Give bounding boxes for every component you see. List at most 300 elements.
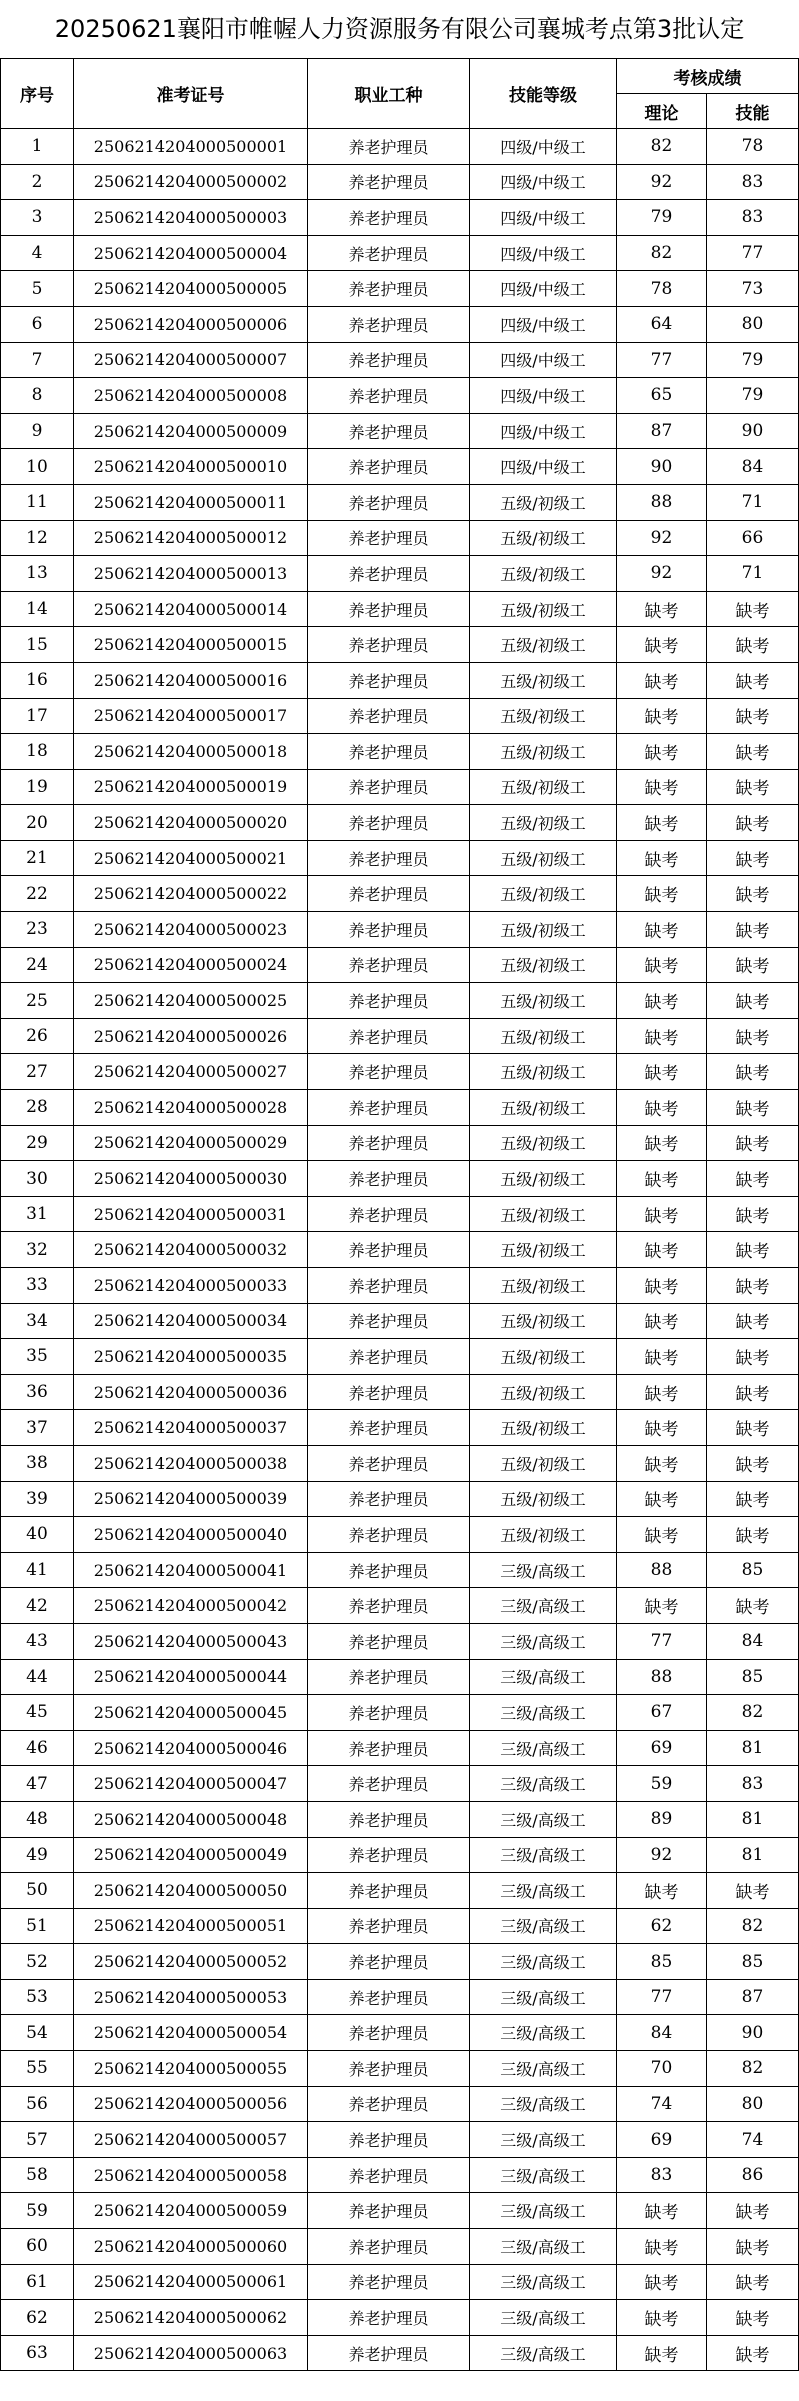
cell-seq: 55: [1, 2051, 74, 2087]
cell-level: 五级/初级工: [470, 734, 617, 770]
cell-level: 三级/高级工: [470, 1766, 617, 1802]
cell-exam-id: 2506214204000500049: [74, 1837, 308, 1873]
cell-occupation: 养老护理员: [308, 698, 470, 734]
cell-skill: 缺考: [707, 1445, 799, 1481]
cell-occupation: 养老护理员: [308, 1161, 470, 1197]
cell-level: 四级/中级工: [470, 342, 617, 378]
cell-theory: 缺考: [617, 805, 707, 841]
cell-theory: 缺考: [617, 1339, 707, 1375]
cell-level: 三级/高级工: [470, 2193, 617, 2229]
cell-seq: 11: [1, 484, 74, 520]
cell-exam-id: 2506214204000500030: [74, 1161, 308, 1197]
cell-theory: 82: [617, 235, 707, 271]
cell-skill: 缺考: [707, 769, 799, 805]
table-row: [1, 947, 799, 983]
table-row: [1, 1018, 799, 1054]
cell-exam-id: 2506214204000500055: [74, 2051, 308, 2087]
cell-exam-id: 2506214204000500011: [74, 484, 308, 520]
cell-theory: 缺考: [617, 662, 707, 698]
cell-occupation: 养老护理员: [308, 2335, 470, 2371]
cell-skill: 缺考: [707, 1410, 799, 1446]
cell-skill: 74: [707, 2122, 799, 2158]
cell-skill: 83: [707, 164, 799, 200]
cell-theory: 70: [617, 2051, 707, 2087]
cell-exam-id: 2506214204000500015: [74, 627, 308, 663]
table-row: [1, 2264, 799, 2300]
cell-theory: 缺考: [617, 1303, 707, 1339]
cell-theory: 82: [617, 129, 707, 165]
table-row: [1, 840, 799, 876]
table-row: [1, 983, 799, 1019]
table-row: [1, 1979, 799, 2015]
cell-skill: 缺考: [707, 1196, 799, 1232]
cell-seq: 61: [1, 2264, 74, 2300]
cell-occupation: 养老护理员: [308, 342, 470, 378]
cell-occupation: 养老护理员: [308, 1837, 470, 1873]
cell-seq: 27: [1, 1054, 74, 1090]
cell-theory: 92: [617, 520, 707, 556]
cell-exam-id: 2506214204000500058: [74, 2157, 308, 2193]
cell-exam-id: 2506214204000500035: [74, 1339, 308, 1375]
cell-seq: 33: [1, 1268, 74, 1304]
cell-occupation: 养老护理员: [308, 1125, 470, 1161]
header-occupation: 职业工种: [308, 59, 470, 129]
cell-seq: 38: [1, 1445, 74, 1481]
cell-exam-id: 2506214204000500062: [74, 2300, 308, 2336]
table-row: [1, 1054, 799, 1090]
table-row: [1, 2300, 799, 2336]
cell-theory: 缺考: [617, 591, 707, 627]
cell-occupation: 养老护理员: [308, 2193, 470, 2229]
cell-theory: 69: [617, 1730, 707, 1766]
cell-seq: 56: [1, 2086, 74, 2122]
cell-exam-id: 2506214204000500029: [74, 1125, 308, 1161]
cell-seq: 41: [1, 1552, 74, 1588]
cell-seq: 4: [1, 235, 74, 271]
cell-seq: 5: [1, 271, 74, 307]
cell-occupation: 养老护理员: [308, 200, 470, 236]
cell-exam-id: 2506214204000500040: [74, 1517, 308, 1553]
table-row: [1, 484, 799, 520]
cell-skill: 缺考: [707, 1090, 799, 1126]
cell-exam-id: 2506214204000500006: [74, 306, 308, 342]
cell-occupation: 养老护理员: [308, 378, 470, 414]
cell-level: 四级/中级工: [470, 200, 617, 236]
cell-theory: 74: [617, 2086, 707, 2122]
cell-theory: 59: [617, 1766, 707, 1802]
cell-theory: 89: [617, 1801, 707, 1837]
cell-occupation: 养老护理员: [308, 1908, 470, 1944]
cell-skill: 缺考: [707, 1125, 799, 1161]
cell-exam-id: 2506214204000500001: [74, 129, 308, 165]
cell-exam-id: 2506214204000500008: [74, 378, 308, 414]
cell-occupation: 养老护理员: [308, 2264, 470, 2300]
header-scores: 考核成绩: [617, 59, 799, 94]
cell-level: 五级/初级工: [470, 1090, 617, 1126]
cell-theory: 缺考: [617, 2264, 707, 2300]
cell-theory: 缺考: [617, 1445, 707, 1481]
cell-exam-id: 2506214204000500063: [74, 2335, 308, 2371]
cell-theory: 缺考: [617, 1374, 707, 1410]
cell-seq: 29: [1, 1125, 74, 1161]
cell-seq: 7: [1, 342, 74, 378]
cell-seq: 18: [1, 734, 74, 770]
cell-level: 五级/初级工: [470, 1517, 617, 1553]
cell-occupation: 养老护理员: [308, 769, 470, 805]
cell-level: 四级/中级工: [470, 235, 617, 271]
cell-seq: 42: [1, 1588, 74, 1624]
cell-skill: 缺考: [707, 1588, 799, 1624]
cell-level: 四级/中级工: [470, 129, 617, 165]
table-header: [1, 59, 799, 129]
cell-seq: 63: [1, 2335, 74, 2371]
cell-skill: 71: [707, 556, 799, 592]
cell-theory: 64: [617, 306, 707, 342]
cell-level: 五级/初级工: [470, 983, 617, 1019]
cell-level: 三级/高级工: [470, 2157, 617, 2193]
cell-seq: 24: [1, 947, 74, 983]
cell-occupation: 养老护理员: [308, 2086, 470, 2122]
cell-theory: 缺考: [617, 1873, 707, 1909]
cell-level: 三级/高级工: [470, 2335, 617, 2371]
cell-occupation: 养老护理员: [308, 1801, 470, 1837]
cell-skill: 缺考: [707, 1873, 799, 1909]
table-body: [1, 129, 799, 2371]
cell-exam-id: 2506214204000500031: [74, 1196, 308, 1232]
cell-seq: 28: [1, 1090, 74, 1126]
cell-exam-id: 2506214204000500027: [74, 1054, 308, 1090]
cell-level: 五级/初级工: [470, 1196, 617, 1232]
cell-occupation: 养老护理员: [308, 520, 470, 556]
cell-theory: 缺考: [617, 1054, 707, 1090]
cell-occupation: 养老护理员: [308, 2122, 470, 2158]
cell-exam-id: 2506214204000500037: [74, 1410, 308, 1446]
cell-seq: 20: [1, 805, 74, 841]
cell-level: 三级/高级工: [470, 1801, 617, 1837]
header-theory: 理论: [617, 94, 707, 129]
cell-skill: 缺考: [707, 983, 799, 1019]
cell-seq: 15: [1, 627, 74, 663]
cell-seq: 1: [1, 129, 74, 165]
cell-theory: 缺考: [617, 983, 707, 1019]
table-row: [1, 1410, 799, 1446]
cell-theory: 88: [617, 1552, 707, 1588]
cell-skill: 71: [707, 484, 799, 520]
cell-level: 四级/中级工: [470, 306, 617, 342]
cell-theory: 90: [617, 449, 707, 485]
table-row: [1, 2051, 799, 2087]
cell-exam-id: 2506214204000500004: [74, 235, 308, 271]
cell-level: 三级/高级工: [470, 1979, 617, 2015]
cell-seq: 59: [1, 2193, 74, 2229]
sheet-title: 20250621襄阳市帷幄人力资源服务有限公司襄城考点第3批认定: [54, 15, 745, 43]
table-row: [1, 698, 799, 734]
cell-theory: 83: [617, 2157, 707, 2193]
cell-exam-id: 2506214204000500050: [74, 1873, 308, 1909]
cell-occupation: 养老护理员: [308, 1979, 470, 2015]
cell-seq: 37: [1, 1410, 74, 1446]
header-level: 技能等级: [470, 59, 617, 129]
cell-theory: 缺考: [617, 1090, 707, 1126]
cell-level: 五级/初级工: [470, 1018, 617, 1054]
cell-seq: 34: [1, 1303, 74, 1339]
table-row: [1, 1659, 799, 1695]
cell-seq: 8: [1, 378, 74, 414]
cell-skill: 缺考: [707, 2335, 799, 2371]
cell-exam-id: 2506214204000500003: [74, 200, 308, 236]
header-seq: 序号: [1, 59, 74, 129]
table-row: [1, 1445, 799, 1481]
cell-occupation: 养老护理员: [308, 1090, 470, 1126]
cell-theory: 缺考: [617, 1018, 707, 1054]
cell-level: 三级/高级工: [470, 2300, 617, 2336]
cell-exam-id: 2506214204000500045: [74, 1695, 308, 1731]
cell-theory: 缺考: [617, 1517, 707, 1553]
cell-exam-id: 2506214204000500016: [74, 662, 308, 698]
cell-seq: 21: [1, 840, 74, 876]
cell-level: 三级/高级工: [470, 1873, 617, 1909]
table-row: [1, 1873, 799, 1909]
cell-exam-id: 2506214204000500046: [74, 1730, 308, 1766]
cell-skill: 缺考: [707, 2193, 799, 2229]
table-row: [1, 1552, 799, 1588]
cell-exam-id: 2506214204000500060: [74, 2229, 308, 2265]
cell-seq: 54: [1, 2015, 74, 2051]
cell-seq: 47: [1, 1766, 74, 1802]
cell-exam-id: 2506214204000500007: [74, 342, 308, 378]
cell-exam-id: 2506214204000500053: [74, 1979, 308, 2015]
cell-theory: 88: [617, 1659, 707, 1695]
cell-skill: 缺考: [707, 947, 799, 983]
cell-occupation: 养老护理员: [308, 947, 470, 983]
cell-level: 五级/初级工: [470, 484, 617, 520]
cell-skill: 81: [707, 1801, 799, 1837]
cell-level: 三级/高级工: [470, 1695, 617, 1731]
table-row: [1, 2086, 799, 2122]
cell-seq: 49: [1, 1837, 74, 1873]
cell-theory: 84: [617, 2015, 707, 2051]
table-row: [1, 1196, 799, 1232]
cell-seq: 58: [1, 2157, 74, 2193]
cell-exam-id: 2506214204000500010: [74, 449, 308, 485]
cell-theory: 77: [617, 1623, 707, 1659]
cell-seq: 46: [1, 1730, 74, 1766]
cell-seq: 36: [1, 1374, 74, 1410]
cell-seq: 31: [1, 1196, 74, 1232]
cell-theory: 缺考: [617, 2300, 707, 2336]
cell-exam-id: 2506214204000500018: [74, 734, 308, 770]
cell-theory: 77: [617, 342, 707, 378]
cell-seq: 52: [1, 1944, 74, 1980]
cell-occupation: 养老护理员: [308, 306, 470, 342]
cell-theory: 缺考: [617, 912, 707, 948]
cell-occupation: 养老护理员: [308, 591, 470, 627]
cell-exam-id: 2506214204000500043: [74, 1623, 308, 1659]
cell-level: 五级/初级工: [470, 662, 617, 698]
cell-occupation: 养老护理员: [308, 235, 470, 271]
cell-occupation: 养老护理员: [308, 413, 470, 449]
cell-seq: 9: [1, 413, 74, 449]
cell-occupation: 养老护理员: [308, 662, 470, 698]
cell-seq: 26: [1, 1018, 74, 1054]
cell-theory: 缺考: [617, 627, 707, 663]
cell-level: 五级/初级工: [470, 1232, 617, 1268]
cell-level: 三级/高级工: [470, 1837, 617, 1873]
cell-level: 五级/初级工: [470, 1339, 617, 1375]
cell-exam-id: 2506214204000500038: [74, 1445, 308, 1481]
cell-occupation: 养老护理员: [308, 2300, 470, 2336]
table-row: [1, 912, 799, 948]
cell-theory: 67: [617, 1695, 707, 1731]
table-row: [1, 627, 799, 663]
cell-skill: 79: [707, 342, 799, 378]
cell-occupation: 养老护理员: [308, 1232, 470, 1268]
cell-occupation: 养老护理员: [308, 1517, 470, 1553]
cell-occupation: 养老护理员: [308, 1766, 470, 1802]
cell-exam-id: 2506214204000500059: [74, 2193, 308, 2229]
table-row: [1, 1801, 799, 1837]
cell-skill: 81: [707, 1730, 799, 1766]
cell-seq: 35: [1, 1339, 74, 1375]
cell-skill: 缺考: [707, 1517, 799, 1553]
cell-exam-id: 2506214204000500012: [74, 520, 308, 556]
table-row: [1, 2335, 799, 2371]
cell-occupation: 养老护理员: [308, 1695, 470, 1731]
results-table: [0, 58, 799, 2371]
cell-occupation: 养老护理员: [308, 1944, 470, 1980]
table-row: [1, 1695, 799, 1731]
cell-seq: 10: [1, 449, 74, 485]
cell-level: 五级/初级工: [470, 627, 617, 663]
cell-exam-id: 2506214204000500009: [74, 413, 308, 449]
cell-seq: 62: [1, 2300, 74, 2336]
cell-skill: 77: [707, 235, 799, 271]
cell-occupation: 养老护理员: [308, 2229, 470, 2265]
header-exam-id: 准考证号: [74, 59, 308, 129]
cell-skill: 80: [707, 306, 799, 342]
cell-level: 三级/高级工: [470, 1623, 617, 1659]
cell-seq: 51: [1, 1908, 74, 1944]
cell-occupation: 养老护理员: [308, 734, 470, 770]
cell-level: 三级/高级工: [470, 2264, 617, 2300]
table-row: [1, 1944, 799, 1980]
cell-occupation: 养老护理员: [308, 1552, 470, 1588]
cell-occupation: 养老护理员: [308, 484, 470, 520]
cell-occupation: 养老护理员: [308, 1339, 470, 1375]
cell-seq: 12: [1, 520, 74, 556]
cell-exam-id: 2506214204000500047: [74, 1766, 308, 1802]
cell-occupation: 养老护理员: [308, 129, 470, 165]
cell-skill: 缺考: [707, 876, 799, 912]
cell-exam-id: 2506214204000500051: [74, 1908, 308, 1944]
cell-skill: 85: [707, 1944, 799, 1980]
table-row: [1, 1303, 799, 1339]
cell-seq: 16: [1, 662, 74, 698]
table-row: [1, 1481, 799, 1517]
cell-skill: 78: [707, 129, 799, 165]
cell-theory: 缺考: [617, 1481, 707, 1517]
table-row: [1, 1623, 799, 1659]
cell-seq: 44: [1, 1659, 74, 1695]
cell-exam-id: 2506214204000500041: [74, 1552, 308, 1588]
cell-occupation: 养老护理员: [308, 2157, 470, 2193]
cell-theory: 缺考: [617, 947, 707, 983]
cell-level: 三级/高级工: [470, 2086, 617, 2122]
cell-theory: 85: [617, 1944, 707, 1980]
cell-skill: 缺考: [707, 1481, 799, 1517]
cell-skill: 缺考: [707, 662, 799, 698]
table-row: [1, 734, 799, 770]
cell-occupation: 养老护理员: [308, 2051, 470, 2087]
cell-theory: 88: [617, 484, 707, 520]
cell-skill: 84: [707, 1623, 799, 1659]
cell-occupation: 养老护理员: [308, 983, 470, 1019]
cell-seq: 3: [1, 200, 74, 236]
table-row: [1, 271, 799, 307]
cell-level: 五级/初级工: [470, 1374, 617, 1410]
cell-level: 五级/初级工: [470, 769, 617, 805]
cell-theory: 87: [617, 413, 707, 449]
cell-theory: 62: [617, 1908, 707, 1944]
cell-theory: 77: [617, 1979, 707, 2015]
cell-level: 三级/高级工: [470, 1659, 617, 1695]
cell-skill: 缺考: [707, 1303, 799, 1339]
cell-occupation: 养老护理员: [308, 1018, 470, 1054]
cell-theory: 缺考: [617, 1588, 707, 1624]
cell-occupation: 养老护理员: [308, 164, 470, 200]
cell-theory: 92: [617, 1837, 707, 1873]
cell-theory: 78: [617, 271, 707, 307]
cell-seq: 25: [1, 983, 74, 1019]
table-row: [1, 520, 799, 556]
cell-level: 三级/高级工: [470, 1944, 617, 1980]
table-row: [1, 1268, 799, 1304]
cell-level: 三级/高级工: [470, 1730, 617, 1766]
cell-skill: 缺考: [707, 840, 799, 876]
cell-skill: 90: [707, 413, 799, 449]
cell-level: 五级/初级工: [470, 840, 617, 876]
cell-seq: 50: [1, 1873, 74, 1909]
cell-level: 三级/高级工: [470, 2015, 617, 2051]
cell-skill: 83: [707, 1766, 799, 1802]
cell-exam-id: 2506214204000500036: [74, 1374, 308, 1410]
table-row: [1, 591, 799, 627]
table-row: [1, 556, 799, 592]
cell-level: 五级/初级工: [470, 520, 617, 556]
cell-level: 五级/初级工: [470, 876, 617, 912]
cell-theory: 缺考: [617, 1161, 707, 1197]
cell-level: 四级/中级工: [470, 413, 617, 449]
cell-occupation: 养老护理员: [308, 1623, 470, 1659]
cell-skill: 缺考: [707, 1374, 799, 1410]
table-row: [1, 413, 799, 449]
cell-skill: 缺考: [707, 2300, 799, 2336]
cell-occupation: 养老护理员: [308, 1445, 470, 1481]
cell-theory: 缺考: [617, 2229, 707, 2265]
cell-exam-id: 2506214204000500021: [74, 840, 308, 876]
cell-occupation: 养老护理员: [308, 1410, 470, 1446]
cell-seq: 13: [1, 556, 74, 592]
cell-occupation: 养老护理员: [308, 1730, 470, 1766]
cell-theory: 缺考: [617, 769, 707, 805]
cell-exam-id: 2506214204000500024: [74, 947, 308, 983]
table-row: [1, 2122, 799, 2158]
table-row: [1, 2193, 799, 2229]
table-row: [1, 1837, 799, 1873]
cell-exam-id: 2506214204000500034: [74, 1303, 308, 1339]
cell-level: 五级/初级工: [470, 1410, 617, 1446]
cell-level: 四级/中级工: [470, 449, 617, 485]
